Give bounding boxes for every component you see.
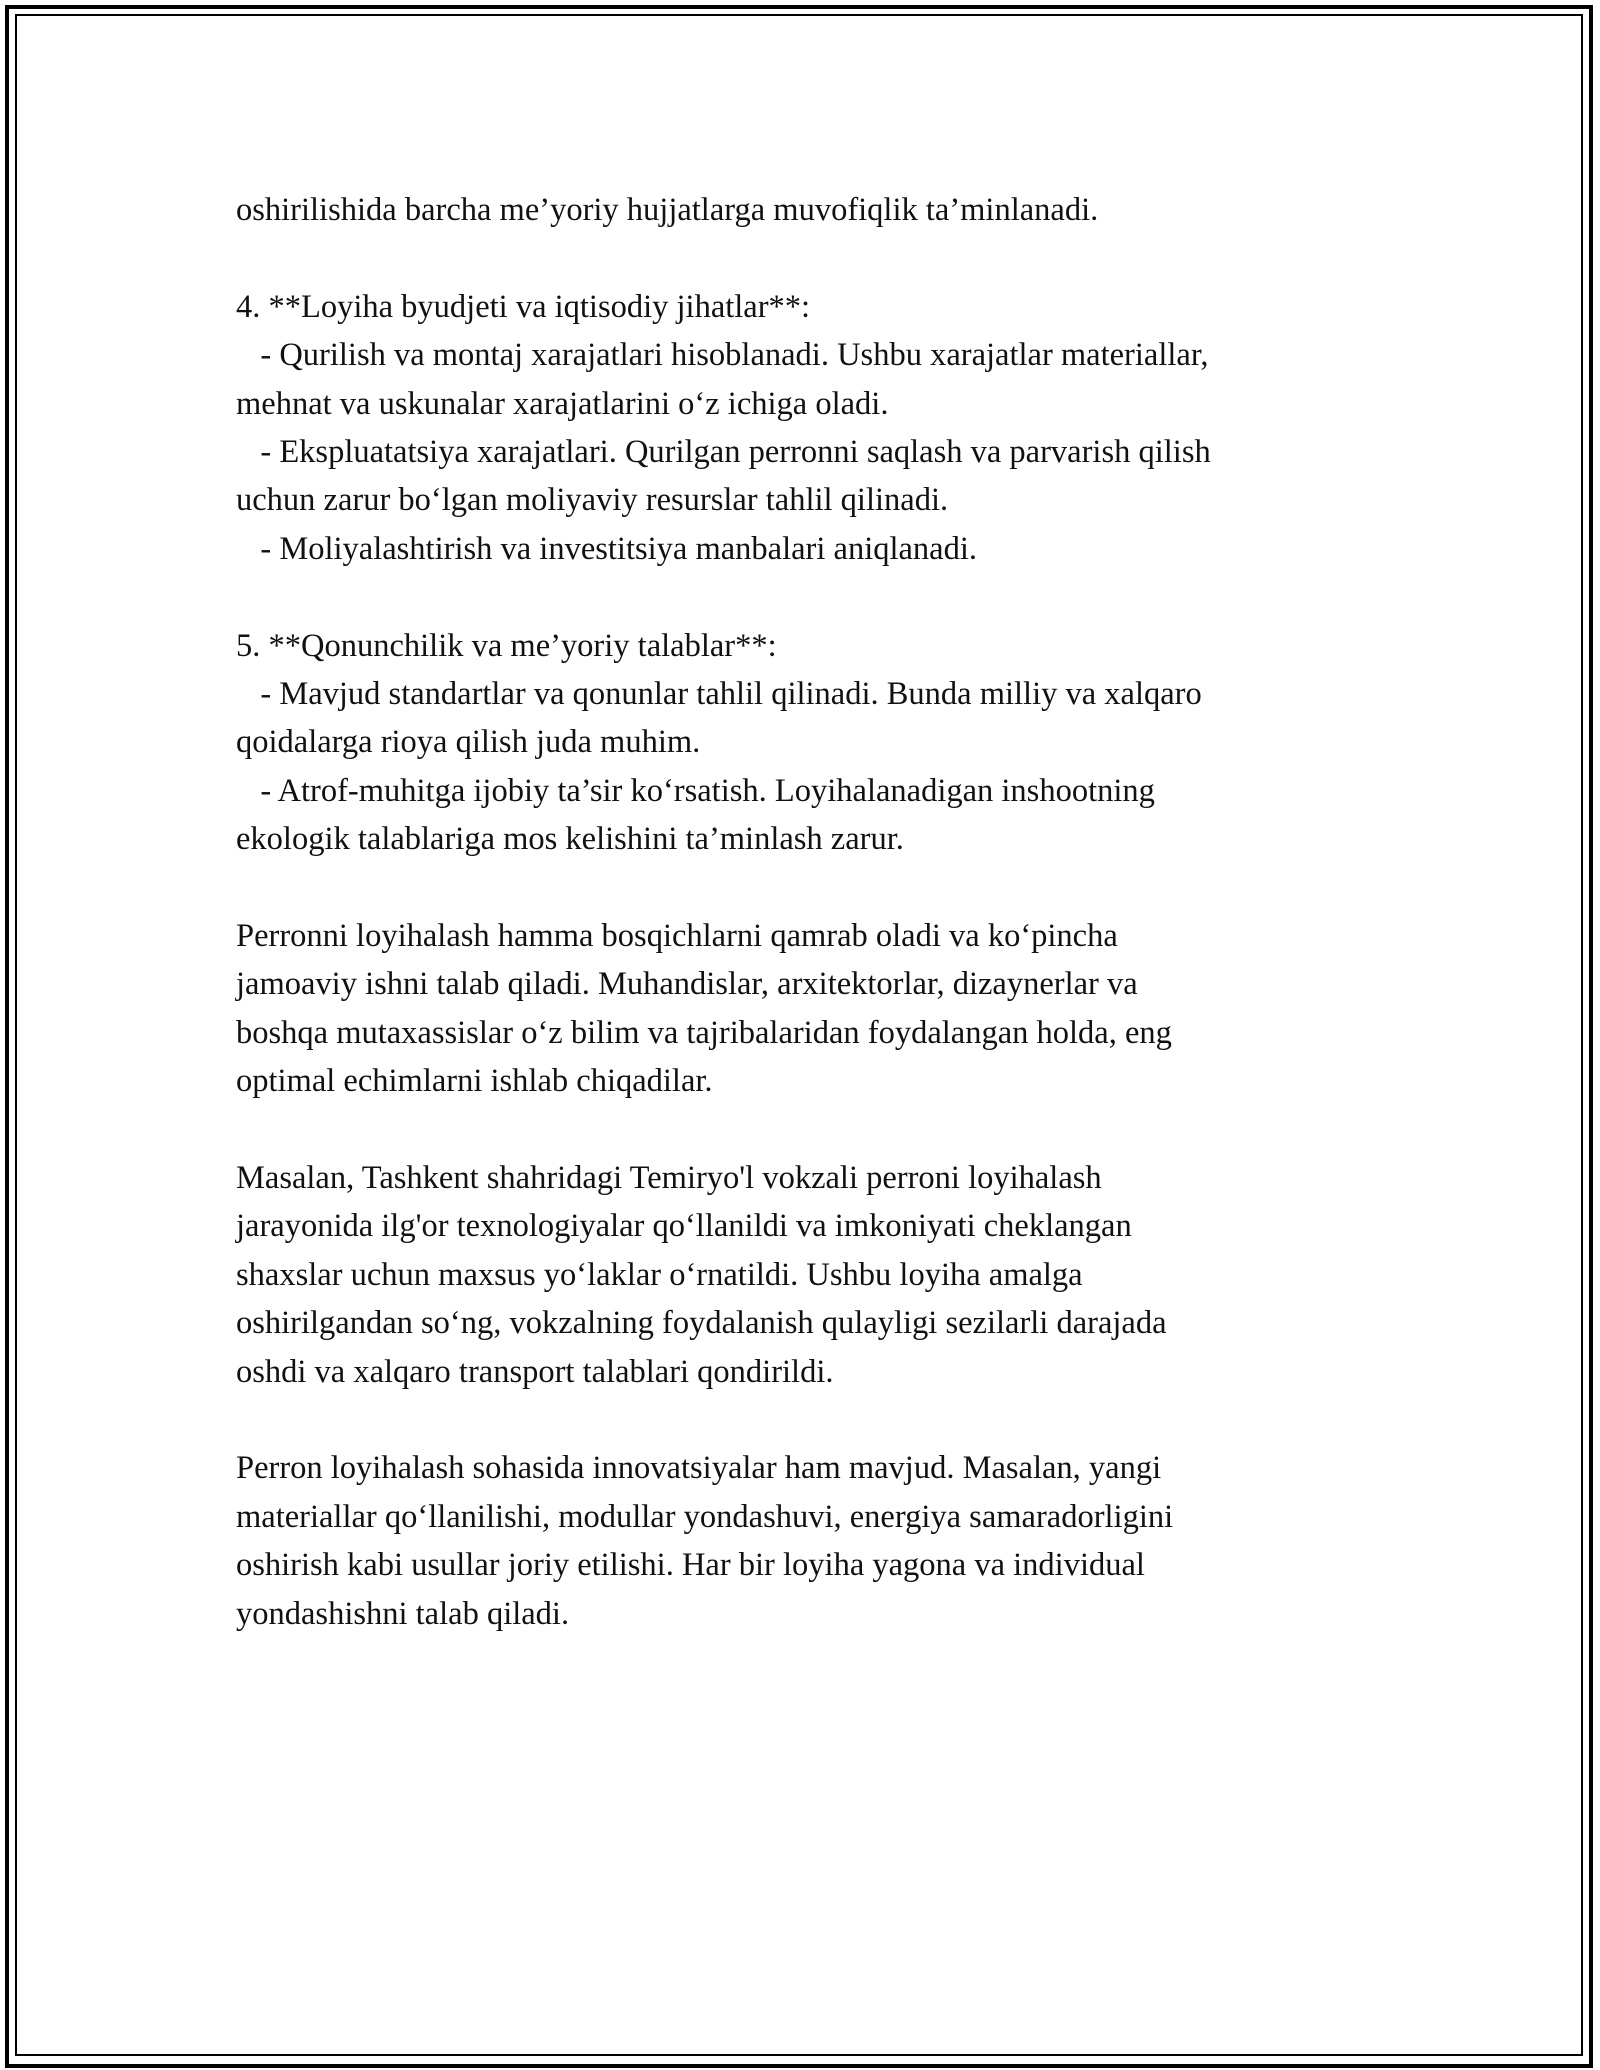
paragraph [236, 912, 1386, 1106]
text-line: oshirilgandan so‘ng, vokzalning foydalanish qulayligi sezilarli darajada [236, 1305, 1167, 1342]
bullet-line: - Moliyalashtirish va investitsiya manbalari aniqlanadi. [236, 530, 978, 567]
text-line: oshdi va xalqaro transport talablari qondirildi. [236, 1353, 834, 1390]
text-line: jarayonida ilg'or texnologiyalar qo‘llanildi va imkoniyati cheklangan [236, 1208, 1132, 1245]
text-line: jamoaviy ishni talab qiladi. Muhandislar, arxitektorlar, dizaynerlar va [236, 966, 1138, 1003]
text-line: Masalan, Tashkent shahridagi Temiryo'l vokzali perroni loyihalash [236, 1160, 1102, 1197]
text-line: mehnat va uskunalar xarajatlarini o‘z ichiga oladi. [236, 385, 889, 422]
document-body [236, 186, 1386, 1638]
bullet-line: - Ekspluatatsiya xarajatlari. Qurilgan perronni saqlash va parvarish qilish [236, 434, 1211, 471]
text-line: oshirilishida barcha me’yoriy hujjatlarga muvofiqlik ta’minlanadi. [236, 192, 1099, 228]
text-line: uchun zarur bo‘lgan moliyaviy resurslar tahlil qilinadi. [236, 482, 949, 519]
paragraph [236, 186, 1386, 234]
bullet-line: - Qurilish va montaj xarajatlari hisoblanadi. Ushbu xarajatlar materiallar, [236, 337, 1209, 374]
paragraph [236, 622, 1386, 864]
paragraph-gap [236, 573, 1386, 621]
text-line: Perronni loyihalash hamma bosqichlarni qamrab oladi va ko‘pincha [236, 918, 1118, 955]
paragraph-gap [236, 1106, 1386, 1154]
paragraph-gap [236, 1396, 1386, 1444]
text-line: shaxslar uchun maxsus yo‘laklar o‘rnatildi. Ushbu loyiha amalga [236, 1256, 1083, 1293]
section-heading: 4. **Loyiha byudjeti va iqtisodiy jihatlar**: [236, 288, 811, 325]
text-line: Perron loyihalash sohasida innovatsiyalar ham mavjud. Masalan, yangi [236, 1450, 1162, 1487]
text-line: boshqa mutaxassislar o‘z bilim va tajribalaridan foydalangan holda, eng [236, 1014, 1172, 1051]
text-line: materiallar qo‘llanilishi, modullar yondashuvi, energiya samaradorligini [236, 1498, 1174, 1535]
section-heading: 5. **Qonunchilik va me’yoriy talablar**: [236, 627, 777, 664]
paragraph [236, 283, 1386, 573]
text-line: oshirish kabi usullar joriy etilishi. Har bir loyiha yagona va individual [236, 1547, 1145, 1584]
text-line: optimal echimlarni ishlab chiqadilar. [236, 1063, 713, 1100]
text-line: yondashishni talab qiladi. [236, 1595, 570, 1632]
paragraph [236, 1154, 1386, 1396]
paragraph [236, 1444, 1386, 1638]
bullet-line: - Atrof-muhitga ijobiy ta’sir ko‘rsatish. Loyihalanadigan inshootning [236, 772, 1155, 809]
text-line: ekologik talablariga mos kelishini ta’minlash zarur. [236, 821, 904, 858]
paragraph-gap [236, 864, 1386, 912]
bullet-line: - Mavjud standartlar va qonunlar tahlil qilinadi. Bunda milliy va xalqaro [236, 676, 1202, 713]
paragraph-gap [236, 234, 1386, 282]
text-line: qoidalarga rioya qilish juda muhim. [236, 724, 701, 761]
